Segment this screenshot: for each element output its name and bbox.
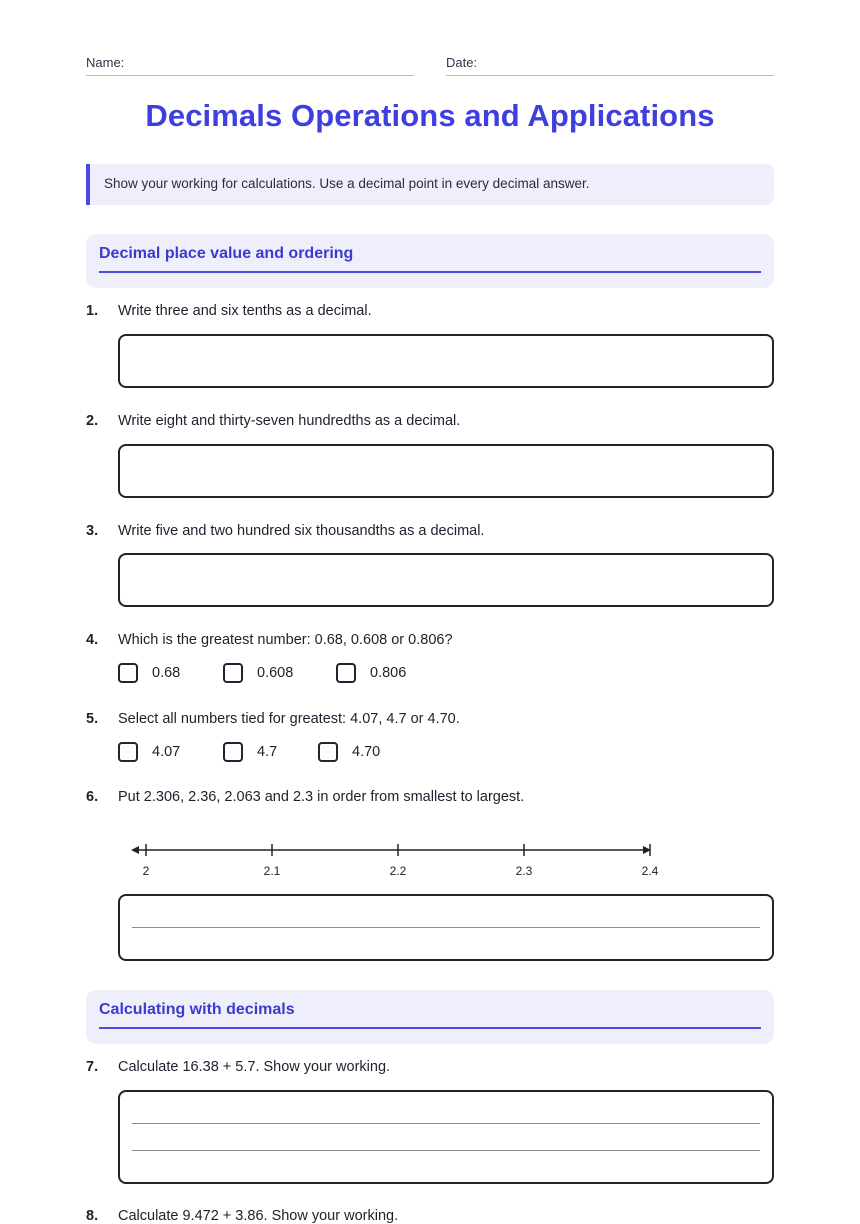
- checkbox[interactable]: [118, 742, 138, 762]
- number-line: [118, 836, 678, 886]
- checkbox[interactable]: [318, 742, 338, 762]
- question-number: 6.: [86, 789, 99, 805]
- instructions-text: Show your working for calculations. Use a decimal point in every decimal answer.: [104, 176, 590, 191]
- name-field[interactable]: [86, 55, 414, 76]
- checkbox[interactable]: [118, 663, 138, 683]
- answer-line: [132, 927, 760, 928]
- tick-label: 2.2: [389, 864, 407, 878]
- question-text: Select all numbers tied for greatest: 4.07, 4.7 or 4.70.: [118, 711, 460, 727]
- question-text: Put 2.306, 2.36, 2.063 and 2.3 in order from smallest to largest.: [118, 789, 525, 805]
- page-title: Decimals Operations and Applications: [145, 98, 715, 133]
- instructions-box: [86, 164, 774, 205]
- question-text: Calculate 9.472 + 3.86. Show your working.: [118, 1208, 399, 1224]
- answer-box-6[interactable]: [118, 894, 774, 961]
- question-number: 7.: [86, 1059, 99, 1075]
- question-text: Write five and two hundred six thousandths as a decimal.: [118, 523, 485, 539]
- answer-box-7[interactable]: [118, 1090, 774, 1184]
- section-underline: [99, 271, 761, 273]
- question-number: 5.: [86, 711, 99, 727]
- question-number: 2.: [86, 413, 99, 429]
- tick-label: 2.1: [263, 864, 281, 878]
- option-label: 4.7: [257, 744, 278, 760]
- option-label: 0.68: [152, 665, 181, 681]
- header: [86, 55, 774, 77]
- question-text: Write eight and thirty-seven hundredths as a decimal.: [118, 413, 461, 429]
- tick-label: 2.3: [515, 864, 533, 878]
- option-label: 0.806: [370, 665, 407, 681]
- answer-box-3[interactable]: [118, 553, 774, 607]
- tick-label: 2: [142, 864, 150, 878]
- date-field[interactable]: [446, 55, 774, 76]
- answer-line: [132, 1150, 760, 1151]
- checkbox[interactable]: [336, 663, 356, 683]
- answer-box-2[interactable]: [118, 444, 774, 498]
- option-label: 0.608: [257, 665, 294, 681]
- section-title: Calculating with decimals: [99, 1001, 295, 1018]
- arrow-left-icon: [131, 846, 139, 854]
- checkbox[interactable]: [223, 742, 243, 762]
- tick-label: 2.4: [641, 864, 659, 878]
- option-label: 4.70: [352, 744, 381, 760]
- checkbox[interactable]: [223, 663, 243, 683]
- question-text: Which is the greatest number: 0.68, 0.608 or 0.806?: [118, 632, 453, 648]
- question-number: 3.: [86, 523, 99, 539]
- answer-box-1[interactable]: [118, 334, 774, 388]
- section-underline: [99, 1027, 761, 1029]
- question-number: 1.: [86, 303, 99, 319]
- section-title: Decimal place value and ordering: [99, 245, 354, 262]
- question-text: Calculate 16.38 + 5.7. Show your working.: [118, 1059, 391, 1075]
- date-label: Date:: [446, 55, 478, 70]
- option-label: 4.07: [152, 744, 181, 760]
- section-header: [86, 990, 774, 1044]
- number-line-axis: [118, 836, 678, 864]
- section-header: [86, 234, 774, 288]
- question-number: 8.: [86, 1208, 99, 1224]
- question-text: Write three and six tenths as a decimal.: [118, 303, 372, 319]
- answer-line: [132, 1123, 760, 1124]
- name-label: Name:: [86, 55, 125, 70]
- question-number: 4.: [86, 632, 99, 648]
